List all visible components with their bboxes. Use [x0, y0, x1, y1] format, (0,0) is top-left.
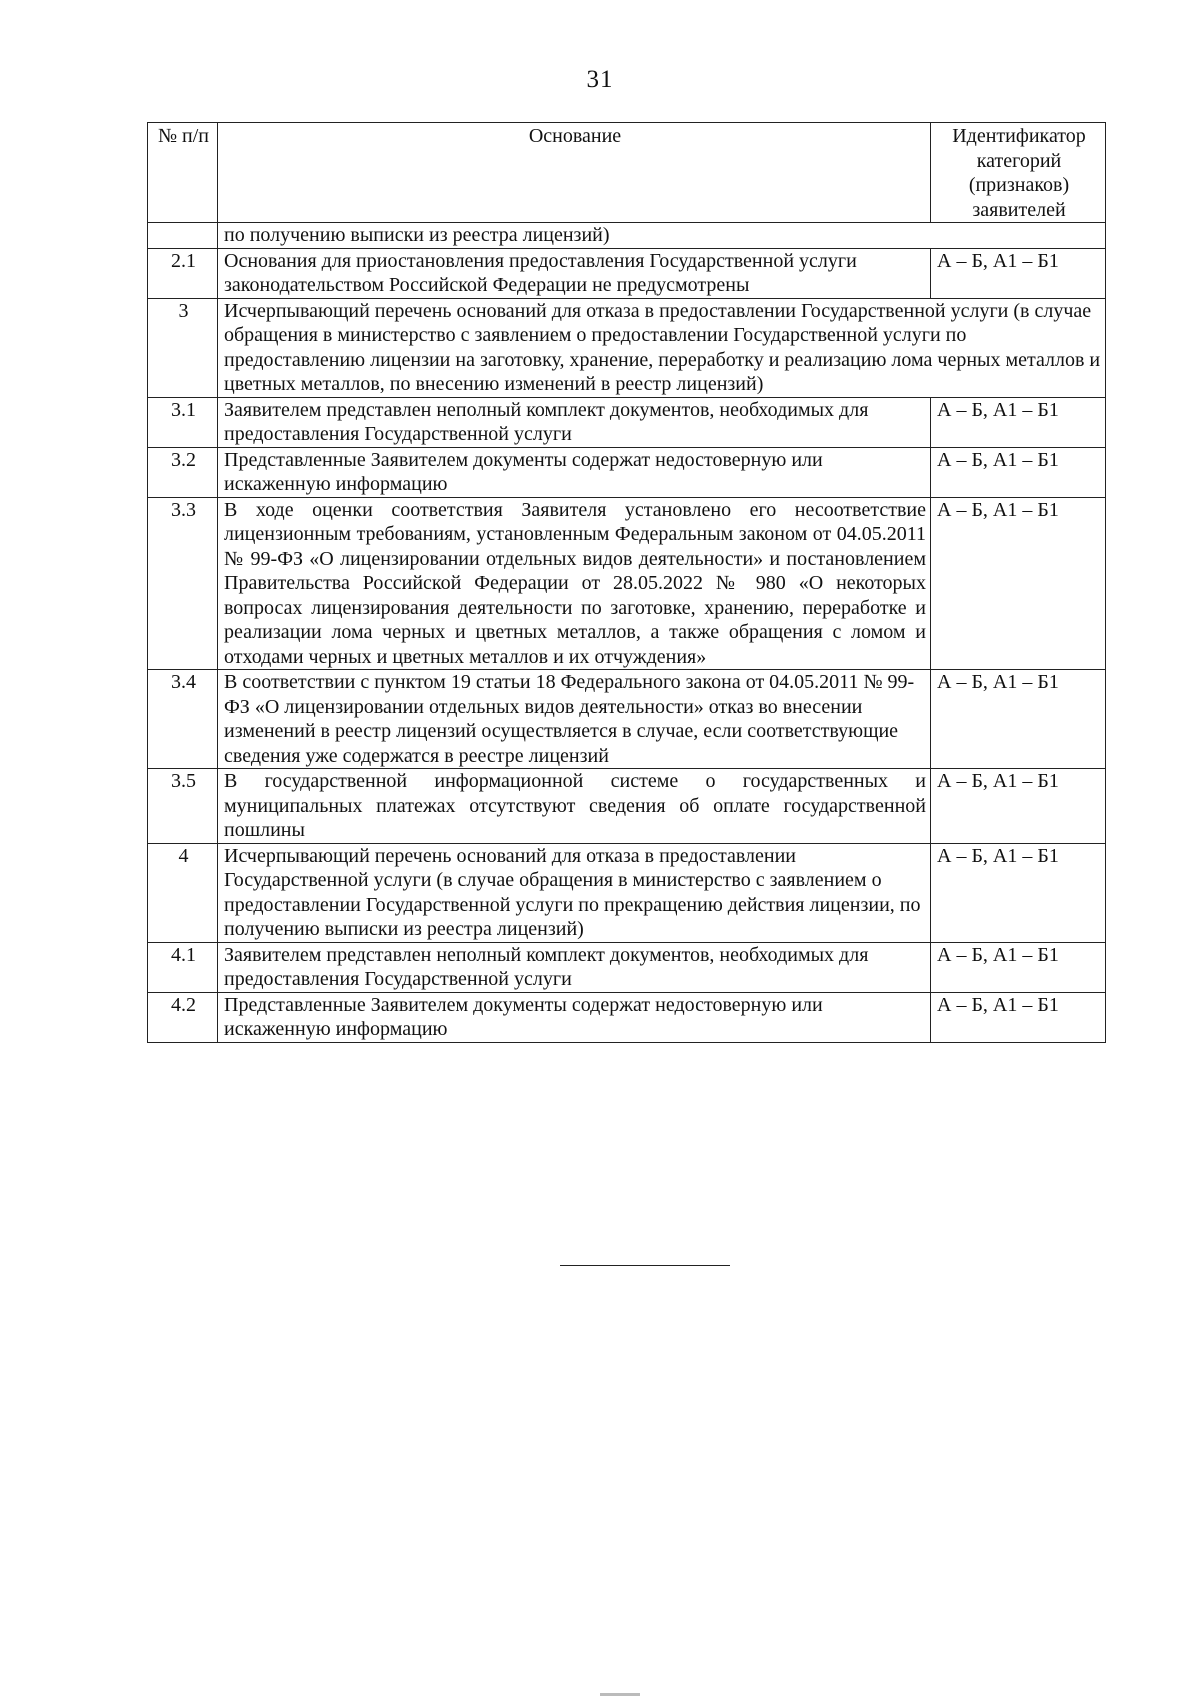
grounds-table [147, 122, 1106, 1043]
row-reason [218, 497, 931, 670]
row-applicant-id: А – Б, А1 – Б1 [931, 670, 1106, 769]
end-divider-line [560, 1265, 730, 1266]
row-number: 3.1 [148, 397, 218, 447]
row-number: 3 [148, 298, 218, 397]
row-reason [218, 670, 931, 769]
table-row [148, 447, 1106, 497]
row-number: 2.1 [148, 248, 218, 298]
table-row [148, 223, 1106, 249]
header-applicant-id: Идентификатор категорий (признаков) заявителей [931, 123, 1106, 223]
row-reason [218, 248, 931, 298]
row-reason-text: Представленные Заявителем документы содержат недостоверную или искаженную информацию [224, 993, 823, 1040]
row-reason-text: Заявителем представлен неполный комплект документов, необходимых для предоставления Государственной услуги [224, 398, 869, 445]
table-row [148, 992, 1106, 1042]
row-reason [218, 447, 931, 497]
row-number: 3.3 [148, 497, 218, 670]
row-applicant-id: А – Б, А1 – Б1 [931, 992, 1106, 1042]
table-row [148, 942, 1106, 992]
row-reason [218, 942, 931, 992]
row-number: 4.2 [148, 992, 218, 1042]
row-reason-text: по получению выписки из реестра лицензий) [224, 224, 610, 246]
row-applicant-id: А – Б, А1 – Б1 [931, 497, 1106, 670]
row-reason-text: В соответствии с пунктом 19 статьи 18 Федерального закона от 04.05.2011 № 99-ФЗ «О лицензировании отдельных видов деятельности» отказ во внесении изменений в реестр лицензий осуществляется в случае, если соответствующие сведения уже содержатся в реестре лицензий [224, 671, 915, 767]
table-header-row [148, 123, 1106, 223]
row-applicant-id: А – Б, А1 – Б1 [931, 843, 1106, 942]
row-number: 4 [148, 843, 218, 942]
page-number: 31 [586, 66, 614, 93]
scan-mark [600, 1693, 640, 1696]
row-reason-text: Исчерпывающий перечень оснований для отказа в предоставлении Государственной услуги (в случае обращения в министерство с заявлением о предоставлении Государственной услуги по прекращению действия лицензии, по получению выписки из реестра лицензий) [224, 844, 921, 940]
row-reason [218, 769, 931, 844]
row-number: 3.5 [148, 769, 218, 844]
row-reason-text: Представленные Заявителем документы содержат недостоверную или искаженную информацию [224, 448, 823, 495]
row-reason [218, 397, 931, 447]
table-row [148, 397, 1106, 447]
row-number: 3.4 [148, 670, 218, 769]
row-reason-text: Заявителем представлен неполный комплект документов, необходимых для предоставления Государственной услуги [224, 943, 869, 990]
row-reason [218, 223, 1106, 249]
header-reason: Основание [218, 123, 931, 223]
row-applicant-id: А – Б, А1 – Б1 [931, 769, 1106, 844]
row-reason-text: В государственной информационной системе о государственных и муниципальных платежах отсутствуют сведения об оплате государственной пошлины [224, 770, 926, 841]
row-reason [218, 843, 931, 942]
table-row [148, 769, 1106, 844]
row-reason-text: Основания для приостановления предоставления Государственной услуги законодательством Российской Федерации не предусмотрены [224, 249, 857, 296]
row-applicant-id: А – Б, А1 – Б1 [931, 248, 1106, 298]
row-applicant-id: А – Б, А1 – Б1 [931, 447, 1106, 497]
row-reason [218, 992, 931, 1042]
table-row [148, 497, 1106, 670]
row-reason-text: Исчерпывающий перечень оснований для отказа в предоставлении Государственной услуги (в случае обращения в министерство с заявлением о предоставлении Государственной услуги по предоставлению лицензии на заготовку, хранение, переработку и реализацию лома черных металлов и цветных металлов, по внесению изменений в реестр лицензий) [224, 299, 1101, 395]
header-number: № п/п [148, 123, 218, 223]
row-number [148, 223, 218, 249]
table-row [148, 248, 1106, 298]
row-number: 3.2 [148, 447, 218, 497]
table-row [148, 843, 1106, 942]
row-reason [218, 298, 1106, 397]
table-row [148, 670, 1106, 769]
row-applicant-id: А – Б, А1 – Б1 [931, 397, 1106, 447]
table-row [148, 298, 1106, 397]
row-applicant-id: А – Б, А1 – Б1 [931, 942, 1106, 992]
row-number: 4.1 [148, 942, 218, 992]
row-reason-text: В ходе оценки соответствия Заявителя установлено его несоответствие лицензионным требованиям, установленным Федеральным законом от 04.05.2011 № 99-ФЗ «О лицензировании отдельных видов деятельности» и постановлением Правительства Российской Федерации от 28.05.2022 № 980 «О некоторых вопросах лицензирования деятельности по заготовке, хранению, переработке и реализации лома черных и цветных металлов, а также обращения с ломом и отходами черных и цветных металлов и их отчуждения» [224, 498, 926, 668]
